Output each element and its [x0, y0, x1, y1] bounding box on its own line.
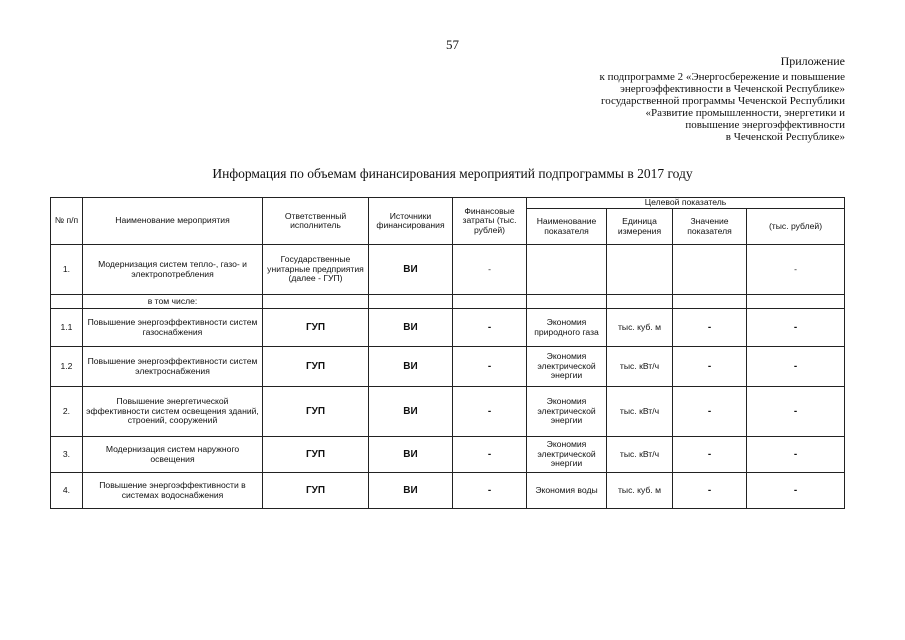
cell-executor: Государственные унитарные предприятия (далее - ГУП): [263, 245, 369, 295]
header-executor: Ответственный исполнитель: [263, 198, 369, 245]
cell-num: 2.: [51, 387, 83, 437]
cell-executor: ГУП: [263, 347, 369, 387]
financing-table: [50, 197, 845, 509]
cell-source: ВИ: [369, 473, 453, 509]
cell-indicator: Экономия электрической энергии: [527, 387, 607, 437]
page-number: 57: [446, 37, 459, 52]
header-value: Значение показателя: [673, 209, 747, 245]
cell-executor: [263, 295, 369, 309]
cell-source: [369, 295, 453, 309]
cell-name: Повышение энергоэффективности в системах водоснабжения: [83, 473, 263, 509]
cell-name: Повышение энергоэффективности систем газоснабжения: [83, 309, 263, 347]
cell-cost: -: [453, 347, 527, 387]
cell-value: [673, 245, 747, 295]
header-num: № п/п: [51, 198, 83, 245]
cell-cost: -: [453, 309, 527, 347]
header-cost: Финансовые затраты (тыс. рублей): [453, 198, 527, 245]
cell-indicator: Экономия электрической энергии: [527, 437, 607, 473]
cell-name: в том числе:: [83, 295, 263, 309]
cell-indicator: Экономия воды: [527, 473, 607, 509]
cell-indicator: [527, 245, 607, 295]
appendix-line: повышение энергоэффективности: [685, 119, 845, 131]
cell-unit: тыс. кВт/ч: [607, 437, 673, 473]
appendix-caption: Приложение: [780, 54, 845, 68]
appendix-line: государственной программы Чеченской Республики: [600, 95, 845, 107]
cell-num: 1.1: [51, 309, 83, 347]
cell-cost: -: [453, 387, 527, 437]
cell-thousand: -: [747, 387, 845, 437]
cell-executor: ГУП: [263, 387, 369, 437]
cell-source: ВИ: [369, 245, 453, 295]
appendix-line: в Чеченской Республике»: [725, 131, 845, 143]
cell-unit: тыс. куб. м: [607, 473, 673, 509]
cell-thousand: -: [747, 309, 845, 347]
appendix-block: [525, 55, 845, 143]
header-source: Источники финансирования: [369, 198, 453, 245]
cell-name: Повышение энергоэффективности систем электроснабжения: [83, 347, 263, 387]
table-row: [51, 347, 845, 387]
cell-unit: тыс. кВт/ч: [607, 347, 673, 387]
cell-unit: [607, 295, 673, 309]
cell-unit: тыс. куб. м: [607, 309, 673, 347]
cell-source: ВИ: [369, 437, 453, 473]
cell-thousand: [747, 295, 845, 309]
cell-unit: [607, 245, 673, 295]
cell-thousand: -: [747, 473, 845, 509]
table-row: [51, 295, 845, 309]
cell-indicator: [527, 295, 607, 309]
cell-value: [673, 295, 747, 309]
header-thousand: (тыс. рублей): [747, 209, 845, 245]
cell-source: ВИ: [369, 347, 453, 387]
cell-cost: [453, 295, 527, 309]
cell-num: 1.2: [51, 347, 83, 387]
cell-indicator: Экономия природного газа: [527, 309, 607, 347]
cell-executor: ГУП: [263, 437, 369, 473]
cell-indicator: Экономия электрической энергии: [527, 347, 607, 387]
table-row: [51, 437, 845, 473]
cell-thousand: -: [747, 245, 845, 295]
cell-value: -: [673, 473, 747, 509]
appendix-line: к подпрограмме 2 «Энергосбережение и повышение: [599, 71, 845, 83]
cell-value: -: [673, 387, 747, 437]
page-title: Информация по объемам финансирования мероприятий подпрограммы в 2017 году: [212, 166, 693, 181]
cell-name: Модернизация систем наружного освещения: [83, 437, 263, 473]
cell-num: 3.: [51, 437, 83, 473]
header-name: Наименование мероприятия: [83, 198, 263, 245]
appendix-line: «Развитие промышленности, энергетики и: [645, 107, 845, 119]
table-row: [51, 387, 845, 437]
cell-unit: тыс. кВт/ч: [607, 387, 673, 437]
table-row: [51, 309, 845, 347]
cell-source: ВИ: [369, 309, 453, 347]
cell-num: 1.: [51, 245, 83, 295]
appendix-line: энергоэффективности в Чеченской Республике»: [620, 83, 845, 95]
cell-executor: ГУП: [263, 473, 369, 509]
cell-cost: -: [453, 245, 527, 295]
cell-name: Модернизация систем тепло-, газо- и электропотребления: [83, 245, 263, 295]
cell-value: -: [673, 309, 747, 347]
cell-source: ВИ: [369, 387, 453, 437]
cell-name: Повышение энергетической эффективности систем освещения зданий, строений, сооружений: [83, 387, 263, 437]
header-indicator-name: Наименование показателя: [527, 209, 607, 245]
cell-value: -: [673, 437, 747, 473]
header-unit: Единица измерения: [607, 209, 673, 245]
cell-executor: ГУП: [263, 309, 369, 347]
cell-value: -: [673, 347, 747, 387]
cell-num: [51, 295, 83, 309]
cell-cost: -: [453, 473, 527, 509]
table-row: [51, 245, 845, 295]
cell-thousand: -: [747, 437, 845, 473]
cell-thousand: -: [747, 347, 845, 387]
cell-cost: -: [453, 437, 527, 473]
cell-num: 4.: [51, 473, 83, 509]
table-row: [51, 473, 845, 509]
header-target-group: Целевой показатель: [527, 198, 845, 209]
